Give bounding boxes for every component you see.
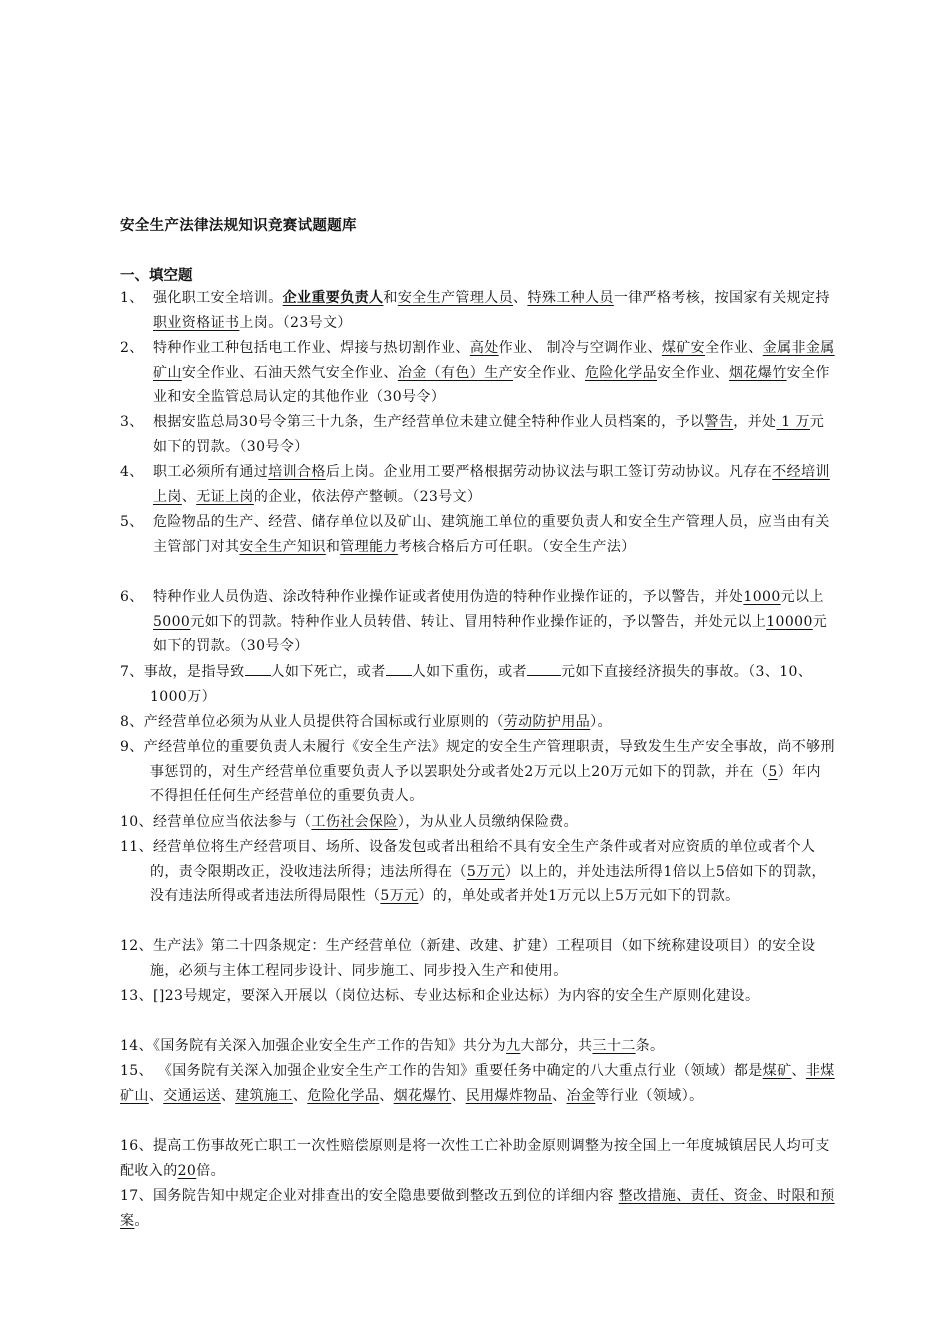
answer: 特殊工种人员 (527, 290, 614, 306)
question-8 (120, 710, 835, 735)
question-number: 7、 (120, 664, 144, 680)
question-2 (120, 336, 835, 410)
question-text: 10、经营单位应当依法参与（工伤社会保险），为从业人员缴纳保险费。 (120, 814, 579, 830)
question-text: 2、 特种作业工种包括电工作业、焊接与热切割作业、高处作业、 制冷与空调作业、煤矿安全作业、金属非金属矿山安全作业、石油天然气安全作业、冶金（有色）生产安全作业、危险化学品安全作业、烟花爆竹安全作业和安全监管总局认定的其他作业（30号令） (120, 336, 835, 410)
blank-line (527, 661, 561, 676)
answer: 不经培训上岗 (153, 464, 830, 505)
answer: 职业资格证书 (153, 314, 240, 331)
answer: 煤矿安 (661, 340, 706, 356)
answer: 管理能力 (340, 538, 398, 555)
answer: 煤矿 (762, 1063, 792, 1079)
question-number: 3、 (120, 414, 144, 430)
answer: 危险化学品 (307, 1087, 380, 1104)
question-13 (120, 984, 835, 1009)
question-6 (120, 585, 835, 659)
answer: 警告 (704, 414, 734, 430)
answer: 烟花爆竹 (393, 1087, 452, 1104)
answer: 民用爆炸物品 (465, 1087, 553, 1104)
question-text: 15、 《国务院有关深入加强企业安全生产工作的告知》重要任务中确定的八大重点行业（领域）都是煤矿、非煤矿山、交通运送、建筑施工、危险化学品、烟花爆竹、民用爆炸物品、冶金等行业（领域）。 (120, 1063, 835, 1104)
question-16 (120, 1134, 835, 1183)
answer: 交通运送 (163, 1087, 221, 1104)
question-15 (120, 1059, 835, 1108)
question-text: 16、提高工伤事故死亡职工一次性赔偿原则是将一次性工亡补助金原则调整为按全国上一年度城镇居民人均可支配收入的20倍。 (120, 1138, 830, 1179)
question-number: 15、 (120, 1063, 154, 1079)
question-number: 10、 (120, 814, 154, 830)
answer: 危险化学品 (585, 364, 658, 381)
answer: 冶金 (566, 1087, 596, 1104)
question-text: 14、《国务院有关深入加强企业安全生产工作的告知》共分为九大部分，共三十二条。 (120, 1038, 665, 1054)
answer: 冶金（有色）生产 (397, 364, 514, 381)
answer: 培训合格 (268, 464, 326, 480)
answer: 安全生产管理人员 (397, 290, 514, 306)
question-number: 4、 (120, 464, 144, 480)
question-text: 13、[]23号规定，要深入开展以（岗位达标、专业达标和企业达标）为内容的安全生产原则化建设。 (120, 988, 760, 1004)
question-9 (120, 735, 835, 809)
question-text: 根据安监总局30号令第三十九条，生产经营单位未建立健全特种作业人员档案的，予以警告，并处 1 万元如下的罚款。（30号令） (153, 414, 825, 455)
question-number: 2、 (120, 340, 144, 356)
question-3 (120, 410, 835, 459)
answer: 安全生产知识 (239, 538, 326, 555)
answer: 烟花爆竹 (729, 364, 787, 381)
question-number: 12、 (120, 938, 154, 954)
question-text: 17、国务院告知中规定企业对排查出的安全隐患要做到整改五到位的详细内容 整改措施、责任、资金、时限和预案。 (120, 1188, 835, 1229)
question-7 (120, 660, 835, 709)
answer: 九 (506, 1038, 521, 1054)
answer: 劳动防护用品 (503, 714, 591, 730)
question-11 (120, 835, 835, 909)
question-number: 8、 (120, 714, 144, 730)
question-text: 7、事故，是指导致 人如下死亡，或者 人如下重伤，或者 元如下直接经济损失的事故。（3、10、1000万） (120, 660, 835, 709)
question-text: 强化职工安全培训。企业重要负责人和安全生产管理人员、特殊工种人员一律严格考核，按国家有关规定持职业资格证书上岗。（23号文） (153, 290, 830, 331)
answer: 企业重要负责人 (282, 290, 384, 306)
answer: 5000 (153, 613, 191, 630)
question-number: 16、 (120, 1138, 154, 1154)
question-text: 危险物品的生产、经营、储存单位以及矿山、建筑施工单位的重要负责人和安全生产管理人员，应当由有关主管部门对其安全生产知识和管理能力考核合格后方可任职。（安全生产法） (153, 514, 830, 555)
question-text: 8、产经营单位必须为从业人员提供符合国标或行业原则的（劳动防护用品）。 (120, 714, 612, 730)
question-number: 14、 (120, 1038, 154, 1054)
answer: 1000 (743, 589, 781, 605)
answer: 10000 (766, 613, 813, 630)
question-text: 职工必须所有通过培训合格后上岗。企业用工要严格根据劳动协议法与职工签订劳动协议。凡存在不经培训上岗、无证上岗的企业，依法停产整顿。（23号文） (153, 464, 830, 505)
question-number: 17、 (120, 1188, 154, 1204)
question-number: 6、 (120, 589, 144, 605)
answer: 建筑施工 (235, 1087, 293, 1104)
answer: 非煤矿山 (120, 1063, 835, 1104)
question-10 (120, 810, 835, 835)
question-number: 5、 (120, 514, 144, 530)
answer: 高处 (469, 340, 499, 356)
question-text: 12、生产法》第二十四条规定：生产经营单位（新建、改建、扩建）工程项目（如下统称建设项目）的安全设施，必须与主体工程同步设计、同步施工、同步投入生产和使用。 (120, 938, 816, 979)
answer: 20 (177, 1162, 197, 1179)
answer: 5万元 (466, 863, 505, 880)
answer: 金属非金属矿山 (153, 340, 835, 381)
answer: 5万元 (380, 888, 419, 904)
blank-line (245, 661, 271, 676)
answer: 1 万 (776, 414, 810, 430)
question-number: 11、 (120, 839, 154, 855)
answer: 工伤社会保险 (311, 814, 398, 830)
question-14 (120, 1034, 835, 1059)
question-1 (120, 286, 835, 335)
question-text: 特种作业人员伪造、涂改特种作业操作证或者使用伪造的特种作业操作证的，予以警告，并处1000元以上5000元如下的罚款。特种作业人员转借、转让、冒用特种作业操作证的，予以警告，并处元以上10000元如下的罚款。（30号令） (153, 589, 828, 654)
question-5 (120, 510, 835, 559)
question-12 (120, 934, 835, 983)
question-number: 13、 (120, 988, 154, 1004)
answer: 5 (768, 763, 778, 780)
question-number: 9、 (120, 739, 144, 755)
question-number: 1、 (120, 290, 144, 306)
blank-line (386, 661, 412, 676)
question-17 (120, 1184, 835, 1233)
document-title: 安全生产法律法规知识竞赛试题题库 (120, 218, 357, 234)
answer: 整改措施、责任、资金、时限和预案 (120, 1188, 835, 1229)
question-text: 9、产经营单位的重要负责人未履行《安全生产法》规定的安全生产管理职责，导致发生生产安全事故，尚不够刑事惩罚的，对生产经营单位重要负责人予以罢职处分或者处2万元以上20万元如下的罚款，并在（5）年内不得担任任何生产经营单位的重要负责人。 (120, 739, 835, 804)
question-4 (120, 460, 835, 509)
section-heading: 一、填空题 (120, 268, 193, 284)
answer: 无证上岗 (196, 488, 254, 505)
question-text: 11、经营单位将生产经营项目、场所、设备发包或者出租给不具有安全生产条件或者对应资质的单位或者个人的，责令限期改正，没收违法所得；违法所得在（5万元）以上的，并处违法所得1倍以上5倍如下的罚款，没有违法所得或者违法所得局限性（5万元）的，单处或者并处1万元以上5万元如下的罚款。 (120, 839, 826, 904)
answer: 三十二 (592, 1038, 636, 1054)
